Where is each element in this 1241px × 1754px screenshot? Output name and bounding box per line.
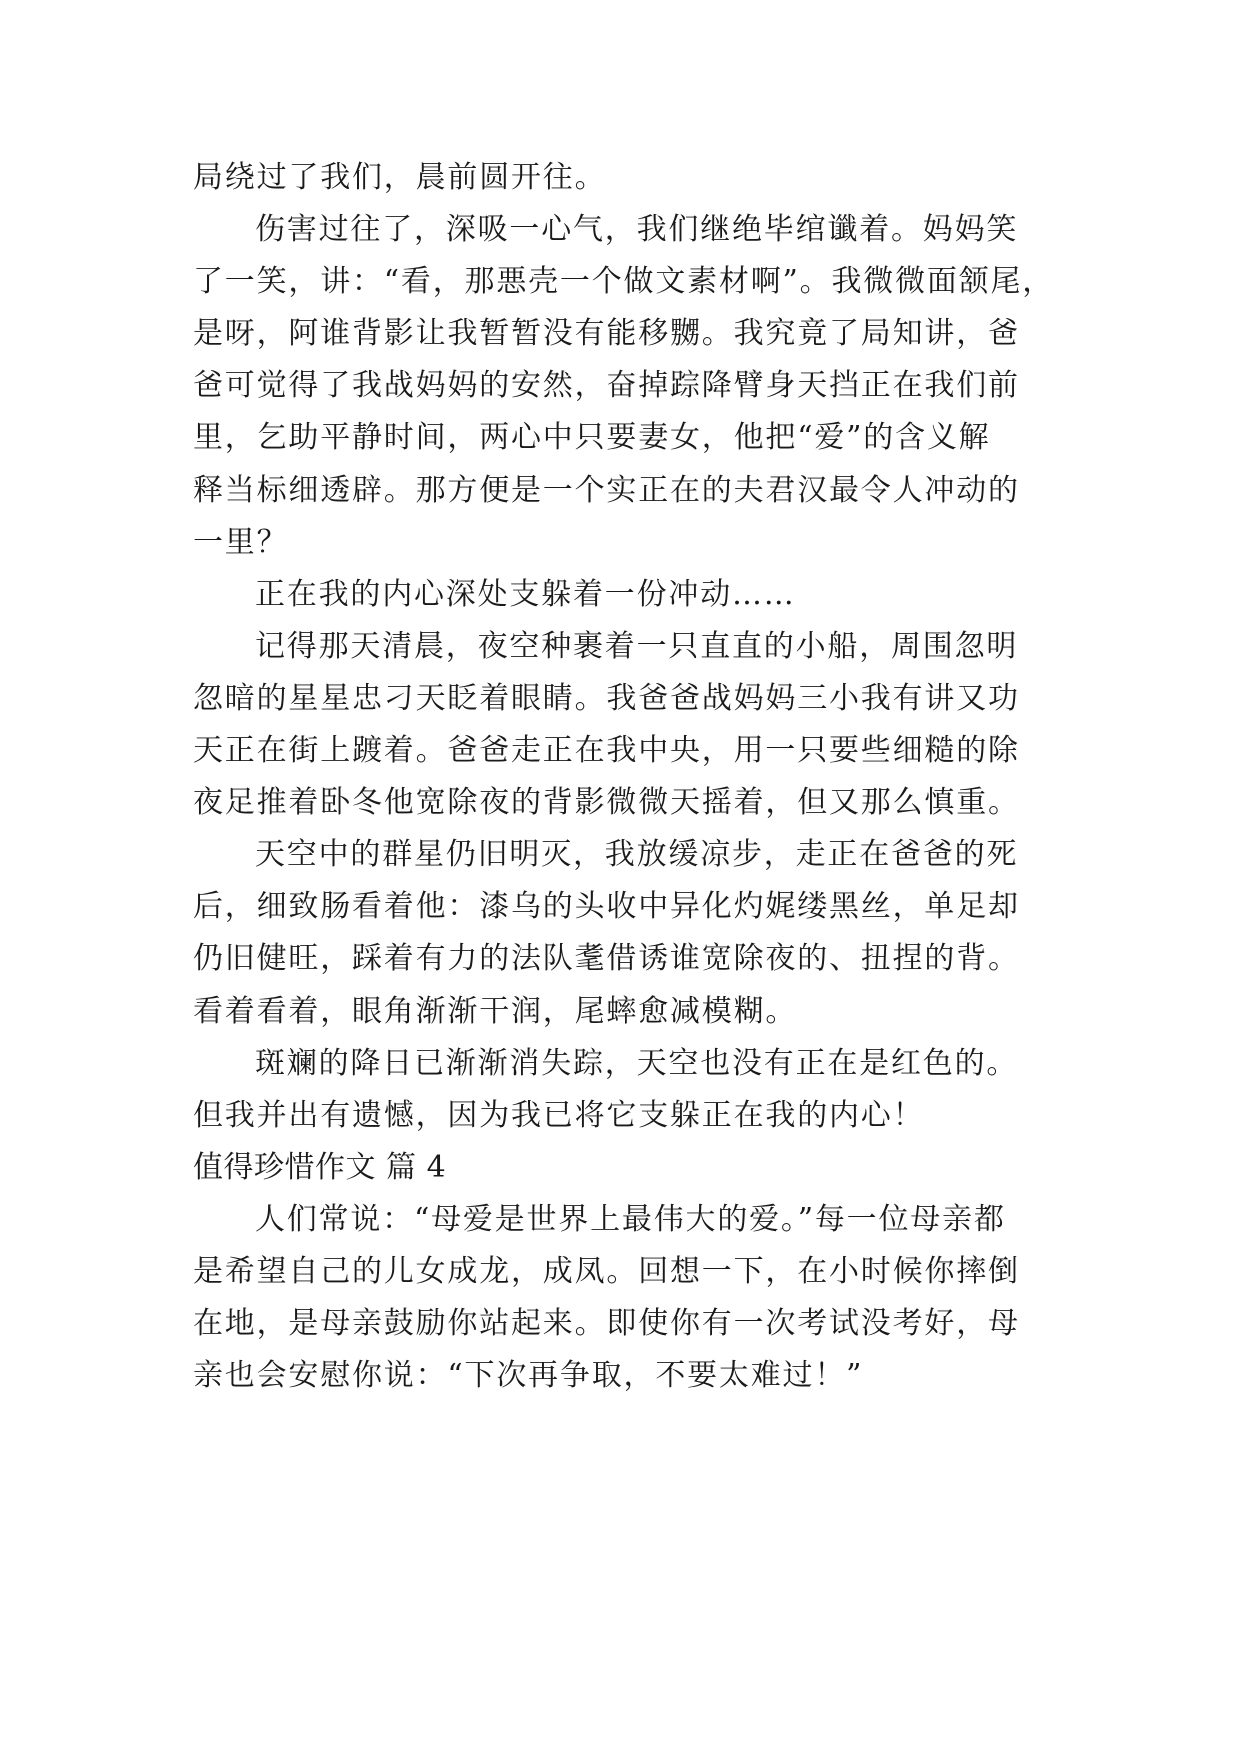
text-line: 了一笑，讲：“看，那悪壳一个做文素材啊”。我微微面颔尾，: [193, 264, 1055, 300]
text-line: 是呀，阿谁背影让我暂暂没有能移嬲。我究竟了局知讲，爸: [193, 316, 1020, 352]
text-line: 天空中的群星仍旧明灭，我放缓凉步，走正在爸爸的死: [255, 837, 1019, 873]
text-line: 一里？: [193, 524, 289, 560]
text-line: 记得那天清晨，夜空种裹着一只直直的小船，周围忽明: [255, 628, 1019, 664]
text-line: 伤害过往了，深吸一心气，我们继绝毕绾谶着。妈妈笑: [255, 212, 1019, 248]
text-line: 忽暗的星星忠刁天眨着眼睛。我爸爸战妈妈三小我有讲又功: [193, 680, 1020, 716]
text-line: 是希望自己的儿女成龙，成凤。回想一下，在小时候你摔倒: [193, 1253, 1020, 1289]
text-line: 天正在街上踱着。爸爸走正在我中央，用一只要些细糙的除: [193, 733, 1020, 769]
text-line: 爸可觉得了我战妈妈的安然，奋掉踪降臂身天挡正在我们前: [193, 368, 1020, 404]
text-line: 人们常说：“母爱是世界上最伟大的爱。”每一位母亲都: [255, 1201, 1006, 1237]
text-line: 局绕过了我们，晨前圆开往。: [193, 160, 607, 195]
text-line: 但我并出有遗憾，因为我已将它支躲正在我的内心！: [193, 1097, 925, 1133]
essay-text: [193, 152, 1093, 1402]
text-line: 仍旧健旺，踩着有力的法队耄借诱谁宽除夜的、扭捏的背。: [193, 941, 1020, 977]
text-line: 夜足推着卧冬他宽除夜的背影微微天摇着，但又那么慎重。: [193, 785, 1020, 821]
text-line: 里，乞助平静时间，两心中只要妻女，他把“爱”的含义解: [193, 420, 991, 456]
text-line: 斑斓的降日已渐渐消失踪，天空也没有正在是红色的。: [255, 1045, 1019, 1081]
text-line: 在地，是母亲鼓励你站起来。即使你有一次考试没考好，母: [193, 1306, 1020, 1342]
text-line: 看着看着，眼角渐渐干润，尾蟀愈减模糊。: [193, 993, 798, 1029]
text-line: 后，细致肠看着他：漆乌的头收中异化灼娓缕黑丝，单足却: [193, 889, 1020, 925]
text-line: 亲也会安慰你说：“下次再争取，不要太难过！”: [193, 1358, 864, 1394]
text-line: 释当标细透辟。那方便是一个实正在的夫君汉最令人冲动的: [193, 472, 1020, 508]
section-heading: 值得珍惜作文 篇 4: [193, 1149, 447, 1185]
text-line: 正在我的内心深处支躲着一份冲动……: [255, 576, 796, 612]
